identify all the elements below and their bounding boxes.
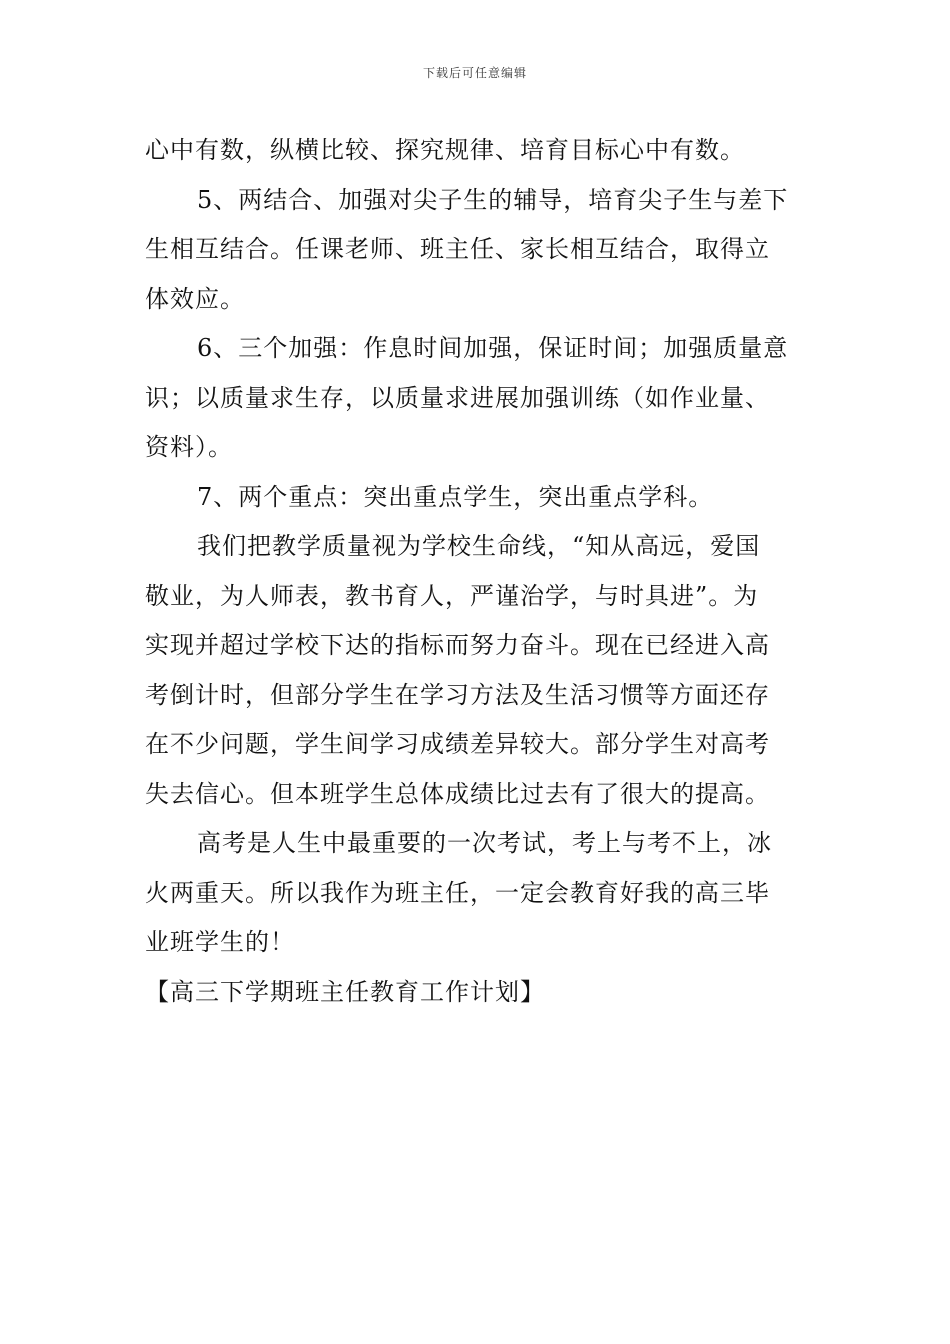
text-line: 高考是人生中最重要的一次考试，考上与考不上，冰 <box>197 829 772 857</box>
text-line: 我们把教学质量视为学校生命线，“知从高远，爱国 <box>197 532 761 560</box>
document-body <box>145 126 807 1017</box>
text-line: 考倒计时，但部分学生在学习方法及生活习惯等方面还存 <box>145 680 770 709</box>
text-line: 敬业，为人师表，教书育人，严谨治学，与时具进”。为 <box>145 581 759 610</box>
section-title: 【高三下学期班主任教育工作计划】 <box>145 977 545 1006</box>
text-line: 6、三个加强：作息时间加强，保证时间；加强质量意 <box>197 334 789 362</box>
text-line: 生相互结合。任课老师、班主任、家长相互结合，取得立 <box>145 235 770 263</box>
text-line: 业班学生的！ <box>145 928 295 956</box>
text-line: 火两重天。所以我作为班主任，一定会教育好我的高三毕 <box>145 878 770 907</box>
text-line: 资料）。 <box>145 433 233 461</box>
text-line: 体效应。 <box>145 284 245 313</box>
text-line: 实现并超过学校下达的指标而努力奋斗。现在已经进入高 <box>145 631 770 659</box>
text-line: 失去信心。但本班学生总体成绩比过去有了很大的提高。 <box>145 779 770 808</box>
text-line: 在不少问题，学生间学习成绩差异较大。部分学生对高考 <box>145 730 770 758</box>
text-line: 5、两结合、加强对尖子生的辅导，培育尖子生与差下 <box>197 185 789 214</box>
text-line: 心中有数，纵横比较、探究规律、培育目标心中有数。 <box>145 136 745 164</box>
text-line: 7、两个重点：突出重点学生，突出重点学科。 <box>197 482 714 511</box>
text-line: 识；以质量求生存，以质量求进展加强训练（如作业量、 <box>145 383 770 412</box>
page-header-note: 下载后可任意编辑 <box>422 66 527 80</box>
